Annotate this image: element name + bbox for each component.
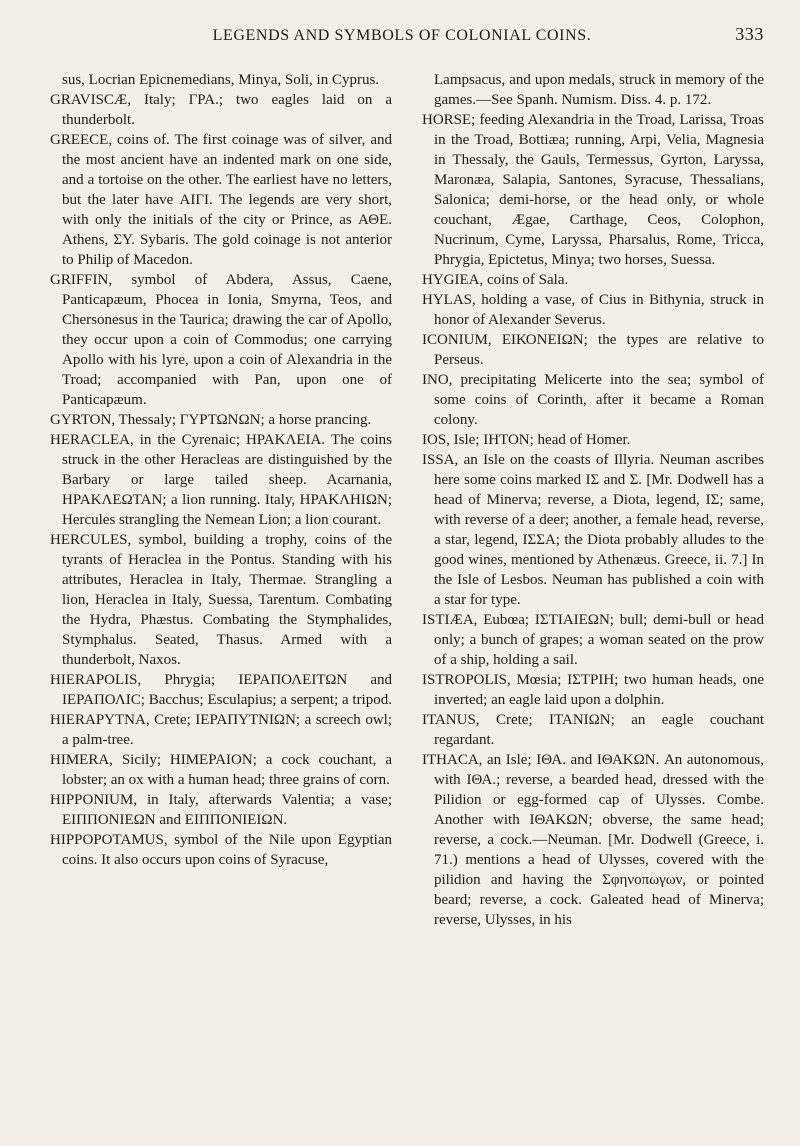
dictionary-entry: ISTROPOLIS, Mœsia; ΙΣΤΡΙΗ; two human heads, one inverted; an eagle laid upon a dolphin. <box>422 672 764 708</box>
dictionary-entry: HORSE; feeding Alexandria in the Troad, Larissa, Troas in the Troad, Bottiæa; running, Arpi, Velia, Magnesia in Thessaly, the Gauls, Termessus, Gyrton, Laryssa, Maronæa, Salapia, Santones, Syracuse, Thessalians, Salonica; demi-horse, or the head only, or whole couchant, Ægae, Carthage, Ceos, Colophon, Nucrinum, Cyme, Laryssa, Pharsalus, Rome, Tricca, Phrygia, Epictetus, Minya; two horses, Suessa. <box>422 112 764 268</box>
dictionary-entry: ITANUS, Crete; ΙΤΑΝΙΩΝ; an eagle couchant regardant. <box>422 712 764 748</box>
dictionary-entry: HERCULES, symbol, building a trophy, coins of the tyrants of Heraclea in the Pontus. Standing with his attributes, Heraclea in Italy, Thermae. Strangling a lion, Heraclea in Italy, Suessa, Tarentum. Combating the Hydra, Phæstus. Combating the Stymphalides, Stymphalus. Seated, Thasus. Armed with a thunderbolt, Naxos. <box>50 532 392 668</box>
dictionary-entry: HIPPOPOTAMUS, symbol of the Nile upon Egyptian coins. It also occurs upon coins of Syracuse, <box>50 832 392 868</box>
running-header <box>50 24 764 45</box>
dictionary-entry: HIMERA, Sicily; ΗΙΜΕΡΑΙΟΝ; a cock couchant, a lobster; an ox with a human head; three grains of corn. <box>50 752 392 788</box>
dictionary-entry: GRAVISCÆ, Italy; ΓΡΑ.; two eagles laid on a thunderbolt. <box>50 92 392 128</box>
header-title: LEGENDS AND SYMBOLS OF COLONIAL COINS. <box>212 27 592 44</box>
dictionary-entry: HERACLEA, in the Cyrenaic; ΗΡΑΚΛΕΙΑ. The coins struck in the other Heracleas are distinguished by the Barbary or large tailed sheep. Acarnania, ΗΡΑΚΛΕΩΤΑΝ; a lion running. Italy, ΗΡΑΚΛΗΙΩΝ; Hercules strangling the Nemean Lion; a lion courant. <box>50 432 392 528</box>
right-column <box>422 70 764 930</box>
dictionary-entry: HYLAS, holding a vase, of Cius in Bithynia, struck in honor of Alexander Severus. <box>422 292 764 328</box>
dictionary-entry: GREECE, coins of. The first coinage was of silver, and the most ancient have an indented mark on one side, and a tortoise on the other. The earliest have no letters, but the later have ΑΙΓΙ. The legends are very short, with only the initials of the city or Prince, as ΑΘΕ. Athens, ΣΥ. Sybaris. The gold coinage is not anterior to Philip of Macedon. <box>50 132 392 268</box>
dictionary-entry: INO, precipitating Melicerte into the sea; symbol of some coins of Corinth, after it became a Roman colony. <box>422 372 764 428</box>
text-columns <box>50 70 764 930</box>
dictionary-entry: ITHACA, an Isle; ΙΘΑ. and ΙΘΑΚΩΝ. An autonomous, with ΙΘΑ.; reverse, a bearded head, dressed with the Pilidion or egg-formed cap of Ulysses. Combe. Another with ΙΘΑΚΩΝ; obverse, the same head; reverse, a cock.—Neuman. [Mr. Dodwell (Greece, i. 71.) mentions a head of Ulysses, covered with the pilidion and having the Σφηνοπωγων, or pointed beard; reverse, a cock. Galeated head of Minerva; reverse, Ulysses, in his <box>422 752 764 928</box>
dictionary-entry: IOS, Isle; ΙΗΤΟΝ; head of Homer. <box>422 432 631 448</box>
dictionary-entry: Lampsacus, and upon medals, struck in memory of the games.—See Spanh. Numism. Diss. 4. p. 172. <box>434 72 764 108</box>
dictionary-entry: GRIFFIN, symbol of Abdera, Assus, Caene, Panticapæum, Phocea in Ionia, Smyrna, Teos, and Chersonesus in the Taurica; drawing the car of Apollo, they occur upon a coin of Commodus; one carrying Apollo with his lyre, upon a coin of Alexandria in the Troad; accompanied with Pan, upon one of Panticapæum. <box>50 272 392 408</box>
dictionary-entry: sus, Locrian Epicnemedians, Minya, Soli, in Cyprus. <box>62 72 380 88</box>
page-number: 333 <box>735 24 764 44</box>
dictionary-entry: GYRTON, Thessaly; ΓΥΡΤΩΝΩΝ; a horse prancing. <box>50 412 372 428</box>
dictionary-entry: HIERAPOLIS, Phrygia; ΙΕΡΑΠΟΛΕΙΤΩΝ and ΙΕΡΑΠΟΛΙϹ; Bacchus; Esculapius; a serpent; a tripod. <box>50 672 392 708</box>
left-column <box>50 70 392 930</box>
dictionary-entry: ICONIUM, ΕΙΚΟΝΕΙΩΝ; the types are relative to Perseus. <box>422 332 764 368</box>
dictionary-entry: HYGIEA, coins of Sala. <box>422 272 569 288</box>
dictionary-entry: ISTIÆA, Eubœa; ΙΣΤΙΑΙΕΩΝ; bull; demi-bull or head only; a bunch of grapes; a woman seated on the prow of a ship, holding a sail. <box>422 612 764 668</box>
dictionary-entry: HIERAPYTNA, Crete; ΙΕΡΑΠΥΤΝΙΩΝ; a screech owl; a palm-tree. <box>50 712 392 748</box>
dictionary-entry: HIPPONIUM, in Italy, afterwards Valentia; a vase; ΕΙΠΠΟΝΙΕΩΝ and ΕΙΠΠΟΝΙΕΙΩΝ. <box>50 792 392 828</box>
dictionary-entry: ISSA, an Isle on the coasts of Illyria. Neuman ascribes here some coins marked ΙΣ and Σ. [Mr. Dodwell has a head of Minerva; reverse, a Diota, legend, ΙΣ; same, with reverse of a deer; another, a female head, reverse, a star, legend, ΙΣΣΑ; the Diota probably alludes to the good wines, mentioned by Athenæus. Greece, ii. 7.] In the Isle of Lesbos. Neuman has published a coin with a star for type. <box>422 452 764 608</box>
